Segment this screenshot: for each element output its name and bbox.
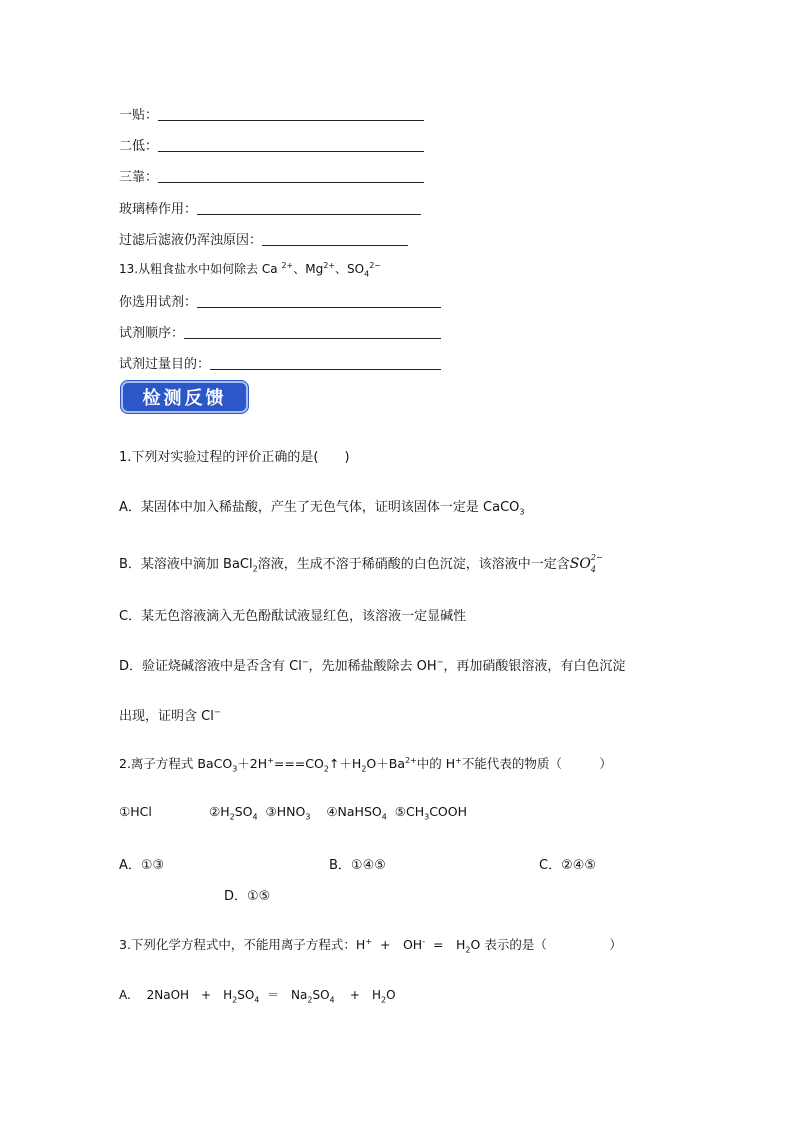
fill-blank-3[interactable] (158, 168, 424, 183)
fill-label-8: 试剂过量目的： (119, 357, 211, 372)
substance-3: $③HNO_3$ (265, 804, 311, 822)
substance-5: $⑤CH_3COOH$ (394, 804, 468, 822)
q1-option-d-cont: 出现，证明含 Cl− (119, 707, 221, 724)
q1-option-b[interactable]: B．某溶液中滴加 BaCl$_2$溶液，生成不溶于稀硝酸的白色沉淀，该溶液中一定含$SO_4^{2-}$ (119, 553, 603, 574)
q1-option-c[interactable]: C．某无色溶液滴入无色酚酞试液显红色，该溶液一定显碱性 (119, 609, 467, 624)
q3-stem: 3.下列化学方程式中，不能用离子方程式：H+ + OH- = $H_2O$ 表示的是（ ） (119, 936, 622, 955)
fill-label-5: 过滤后滤液仍浑浊原因： (119, 233, 263, 248)
fill-label-3: 三靠： (119, 170, 159, 185)
q1-option-d[interactable]: D．验证烧碱溶液中是否含有 Cl−，先加稀盐酸除去 OH−，再加硝酸银溶液，有白色沉淀 (119, 657, 626, 674)
section-title-badge (121, 381, 248, 413)
sulfate-ion-formula: $SO_4^{2-}$ (569, 553, 603, 574)
fill-label-1: 一贴： (119, 108, 159, 123)
fill-blank-7[interactable] (184, 324, 441, 339)
q2-option-a[interactable]: A．①③ (119, 858, 165, 873)
fill-line-5 (119, 229, 408, 248)
fill-label-7: 试剂顺序： (119, 326, 185, 341)
fill-line-6 (119, 291, 441, 310)
q2-option-b[interactable]: B．①④⑤ (329, 858, 386, 873)
fill-line-2 (119, 135, 424, 154)
q3-option-a[interactable]: A. 2NaOH + $H_2SO_4$ ＝ $Na_2SO_4$ + $H_2O$ (119, 988, 396, 1005)
fill-label-4: 玻璃棒作用： (119, 202, 198, 217)
substance-2: $②H_2SO_4$ (209, 804, 258, 822)
fill-line-4 (119, 198, 421, 217)
fill-blank-8[interactable] (210, 355, 441, 370)
substance-1: ①HCl (119, 804, 152, 819)
fill-blank-1[interactable] (158, 106, 424, 121)
substance-4: ④NaHSO$_4$ (326, 804, 387, 822)
fill-line-7 (119, 322, 441, 341)
fill-line-3 (119, 166, 424, 185)
fill-label-6: 你选用试剂： (119, 295, 198, 310)
fill-blank-6[interactable] (197, 293, 441, 308)
section-title: 检测反馈 (142, 388, 227, 409)
fill-line-8 (119, 353, 441, 372)
q2-option-c[interactable]: C．②④⑤ (539, 858, 597, 873)
q1-stem: 1.下列对实验过程的评价正确的是( ) (119, 450, 350, 465)
question-13: 13.从粗食盐水中如何除去 Ca $^{2+}$、$Mg^{2+}$、$SO_4^{2-}$ (119, 261, 381, 279)
q2-substances (119, 804, 467, 822)
fill-label-2: 二低： (119, 139, 159, 154)
q1-option-a[interactable]: A．某固体中加入稀盐酸，产生了无色气体，证明该固体一定是 CaCO$_3$ (119, 500, 525, 517)
q2-option-d[interactable]: D．①⑤ (224, 889, 271, 904)
fill-blank-5[interactable] (262, 231, 408, 246)
fill-blank-2[interactable] (158, 137, 424, 152)
q2-stem: 2.离子方程式 $BaCO_3+2H^+===CO_2↑+H_2O+Ba^{2+}$中的 H+不能代表的物质（ ） (119, 755, 612, 774)
fill-blank-4[interactable] (197, 200, 421, 215)
fill-line-1 (119, 104, 424, 123)
